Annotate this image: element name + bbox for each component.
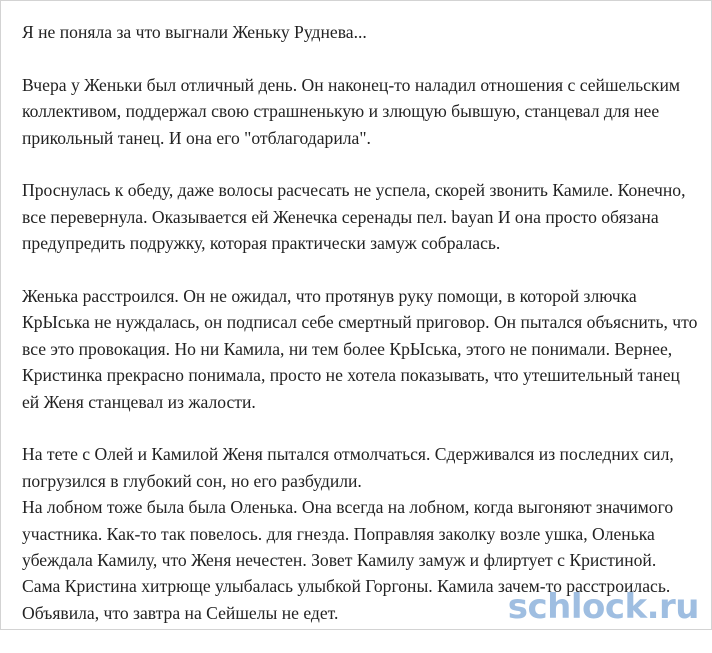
- site-watermark: schlock.ru: [507, 587, 699, 627]
- article-paragraph: Женька расстроился. Он не ожидал, что протянув руку помощи, в которой злючка КрЫська не нуждалась, он подписал себе смертный приговор. Он пытался объяснить, что все это провокация. Но ни Камила, ни тем более КрЫська, этого не понимали. Вернее, Кристинка прекрасно понимала, просто не хотела показывать, что утешительный танец ей Женя станцевал из жалости.: [22, 286, 698, 412]
- article-paragraph: На тете с Олей и Камилой Женя пытался отмолчаться. Сдерживался из последних сил, погрузился в глубокий сон, но его разбудили.: [22, 444, 674, 491]
- article-paragraph: На лобном тоже была была Оленька. Она всегда на лобном, когда выгоняют значимого участника. Как-то так повелось. для гнезда. Поправляя заколку возле ушка, Оленька убеждала Камилу, что Женя нечестен. Зовет Камилу замуж и флиртует с Кристиной. Сама Кристина хитрюще улыбалась улыбкой Горгоны. Камила зачем-то расстроилась. Объявила, что завтра на Сейшелы не едет.: [22, 497, 674, 623]
- article-paragraph: Я не поняла за что выгнали Женьку Руднева...: [22, 22, 367, 42]
- article-paragraph: Вчера у Женьки был отличный день. Он наконец-то наладил отношения с сейшельским коллективом, поддержал свою страшненькую и злющую бывшую, станцевал для нее прикольный танец. И она его "отблагодарила".: [22, 74, 681, 148]
- article-body: [22, 19, 698, 653]
- article-paragraph: Проснулась к обеду, даже волосы расчесать не успела, скорей звонить Камиле. Конечно, все перевернула. Оказывается ей Женечка серенады пел. bayan И она просто обязана предупредить подружку, которая практически замуж собралась.: [22, 180, 686, 254]
